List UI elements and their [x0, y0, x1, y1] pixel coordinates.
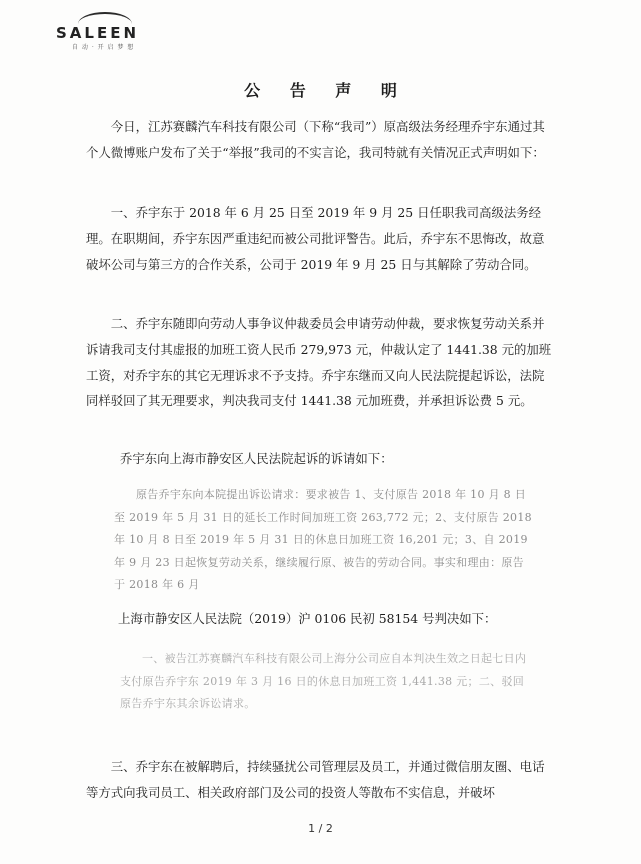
saleen-logo [56, 12, 154, 51]
intro-paragraph: 今日，江苏赛麟汽车科技有限公司（下称“我司”）原高级法务经理乔宇东通过其个人微博账户发布了关于“举报”我司的不实言论，我司特就有关情况正式声明如下： [86, 119, 545, 160]
brand-tagline: 自 动 · 开 启 梦 想 [72, 44, 135, 51]
court-judgment-excerpt: 一、被告江苏赛麟汽车科技有限公司上海分公司应自本判决生效之日起七日内支付原告乔宇东 2019 年 3 月 16 日的休息日加班工资 1,441.38 元；二、驳回原告乔宇东其余诉讼请求。 [120, 652, 527, 710]
brand-name: SALEEN [56, 24, 140, 42]
judgment-intro: 上海市静安区人民法院（2019）沪 0106 民初 58154 号判决如下： [118, 611, 497, 626]
section-one-paragraph: 一、乔宇东于 2018 年 6 月 25 日至 2019 年 9 月 25 日任职我司高级法务经理。在职期间，乔宇东因严重违纪而被公司批评警告。此后，乔宇东不思悔改，故意破坏公司与第三方的合作关系，公司于 2019 年 9 月 25 日与其解除了劳动合同。 [86, 205, 545, 272]
section-two-paragraph: 二、乔宇东随即向劳动人事争议仲裁委员会申请劳动仲裁，要求恢复劳动关系并诉请我司支付其虚报的加班工资人民币 279,973 元，仲裁认定了 1441.38 元的加班工资，对乔宇东的其它无理诉求不予支持。乔宇东继而又向人民法院提起诉讼，法院同样驳回了其无理要求，判决我司支付 1441.38 元加班费，并承担诉讼费 5 元。 [86, 316, 552, 409]
section-three-paragraph: 三、乔宇东在被解聘后，持续骚扰公司管理层及员工，并通过微信朋友圈、电话等方式向我司员工、相关政府部门及公司的投资人等散布不实信息，并破坏 [86, 759, 545, 800]
document-title: 公 告 声 明 [244, 81, 409, 100]
claims-intro: 乔宇东向上海市静安区人民法院起诉的诉请如下： [120, 451, 393, 466]
logo-arc-mark [56, 12, 154, 24]
page-number: 1 / 2 [308, 822, 333, 835]
court-claims-excerpt: 原告乔宇东向本院提出诉讼请求：要求被告 1、支付原告 2018 年 10 月 8 日至 2019 年 5 月 31 日的延长工作时间加班工资 263,772 元；2、支付原告 2018 年 10 月 8 日至 2019 年 5 月 31 日的休息日加班工资 16,201 元；3、自 2019 年 9 月 23 日起恢复劳动关系，继续履行原、被告的劳动合同。事实和理由：原告于 2018 年 6 月 [114, 488, 532, 591]
